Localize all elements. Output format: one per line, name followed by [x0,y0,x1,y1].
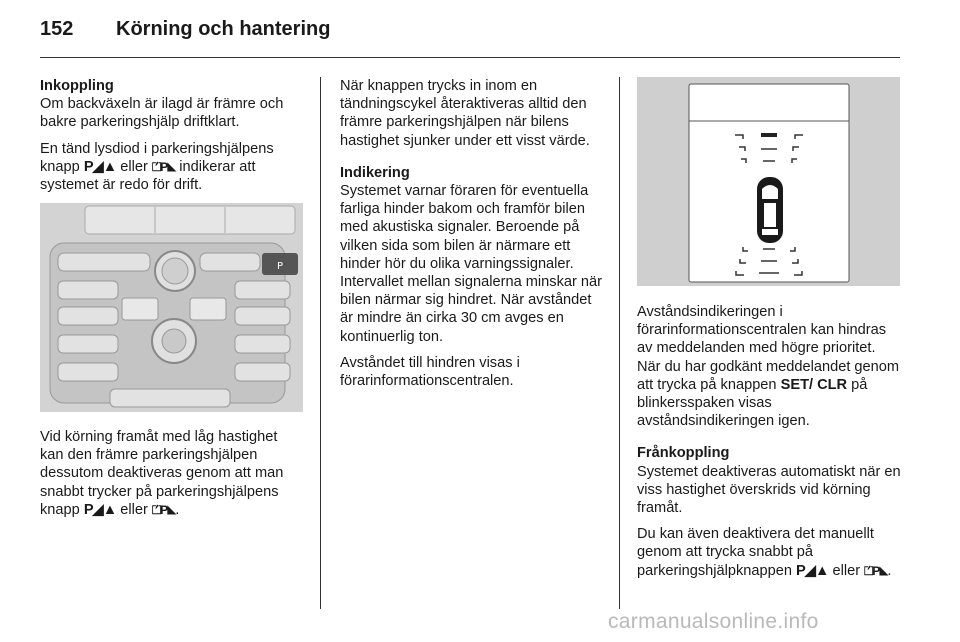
dashboard-console-image [40,203,303,412]
text: . [175,501,180,518]
park-assist-alt-icon: ⏍P◣ [151,159,176,174]
caption-forward-driving [40,428,304,519]
column-2 [340,77,604,398]
park-assist-alt-icon: ⏍P◣ [151,502,176,517]
text: En tänd lysdiod i parkeringshjälpens knapp [40,140,274,175]
text: . [887,562,892,579]
paragraph: Systemet deaktiveras automatiskt när en viss hastighet överskrids vid körning framåt. [637,463,901,517]
paragraph [637,303,903,430]
set-clr-label: SET/ CLR [780,376,848,393]
paragraph: Avståndet till hindren visas i förarinformationscentralen. [340,354,520,390]
distance-display-image [637,77,900,286]
park-assist-alt-icon: ⏍P◣ [864,563,888,578]
paragraph: När knappen trycks in inom en tändningscykel återaktiveras alltid den främre parkeringshjälpen när bilens hastighet sjunker under ett visst värde. [340,78,590,149]
text: eller [120,158,148,175]
text: Avståndsindikeringen i förarinformationscentralen kan hindras av meddelanden med högre prioritet. När du har godkänt meddelandet genom att trycka på knappen [637,304,900,393]
column-1 [40,77,304,202]
text: indikerar att systemet är redo för drift. [40,158,256,194]
heading-inkoppling: Inkoppling [40,78,114,94]
paragraph: Om backväxeln är ilagd är främre och bakre parkeringshjälp driftklart. [40,96,284,131]
text: eller [120,501,148,518]
park-assist-icon: P◢▲ [83,501,117,518]
paragraph [637,525,903,580]
column-divider [619,77,620,609]
watermark: carmanualsonline.info [608,610,819,633]
text: på blinkersspaken visas avståndsindikeringen igen. [637,376,868,430]
svg-text:P: P [276,261,284,272]
console-illustration [40,203,303,412]
paragraph: Systemet varnar föraren för eventuella farliga hinder bakom och framför bilen med akustiska signaler. Beroende på vilken sida som bilen är närmare ett hinder hör du olika varningssignaler. Intervallet mellan signalerna minskar när bilen närmar sig hindret. När avståndet är mindre än cirka 30 cm avges en kontinuerlig ton. [340,183,602,345]
page-title: Körning och hantering [116,18,331,40]
distance-display-illustration [637,77,900,286]
heading-indikering: Indikering [340,164,410,181]
text: Du kan även deaktivera det manuellt genom att trycka snabbt på parkeringshjälpknappen [637,526,874,579]
text: Vid körning framåt med låg hastighet kan den främre parkeringshjälpen dessutom deaktiveras genom att man snabbt trycker på parkeringshjälpens knapp [40,429,284,518]
paragraph [40,140,304,195]
header-rule [40,57,900,58]
text: eller [832,562,861,579]
page-header [40,18,330,41]
column-3 [637,303,903,588]
page-number: 152 [40,18,74,40]
column-divider [320,77,321,609]
park-assist-icon: P◢▲ [796,562,829,579]
heading-frankoppling: Frånkoppling [637,445,730,462]
park-assist-icon: P◢▲ [83,158,117,175]
